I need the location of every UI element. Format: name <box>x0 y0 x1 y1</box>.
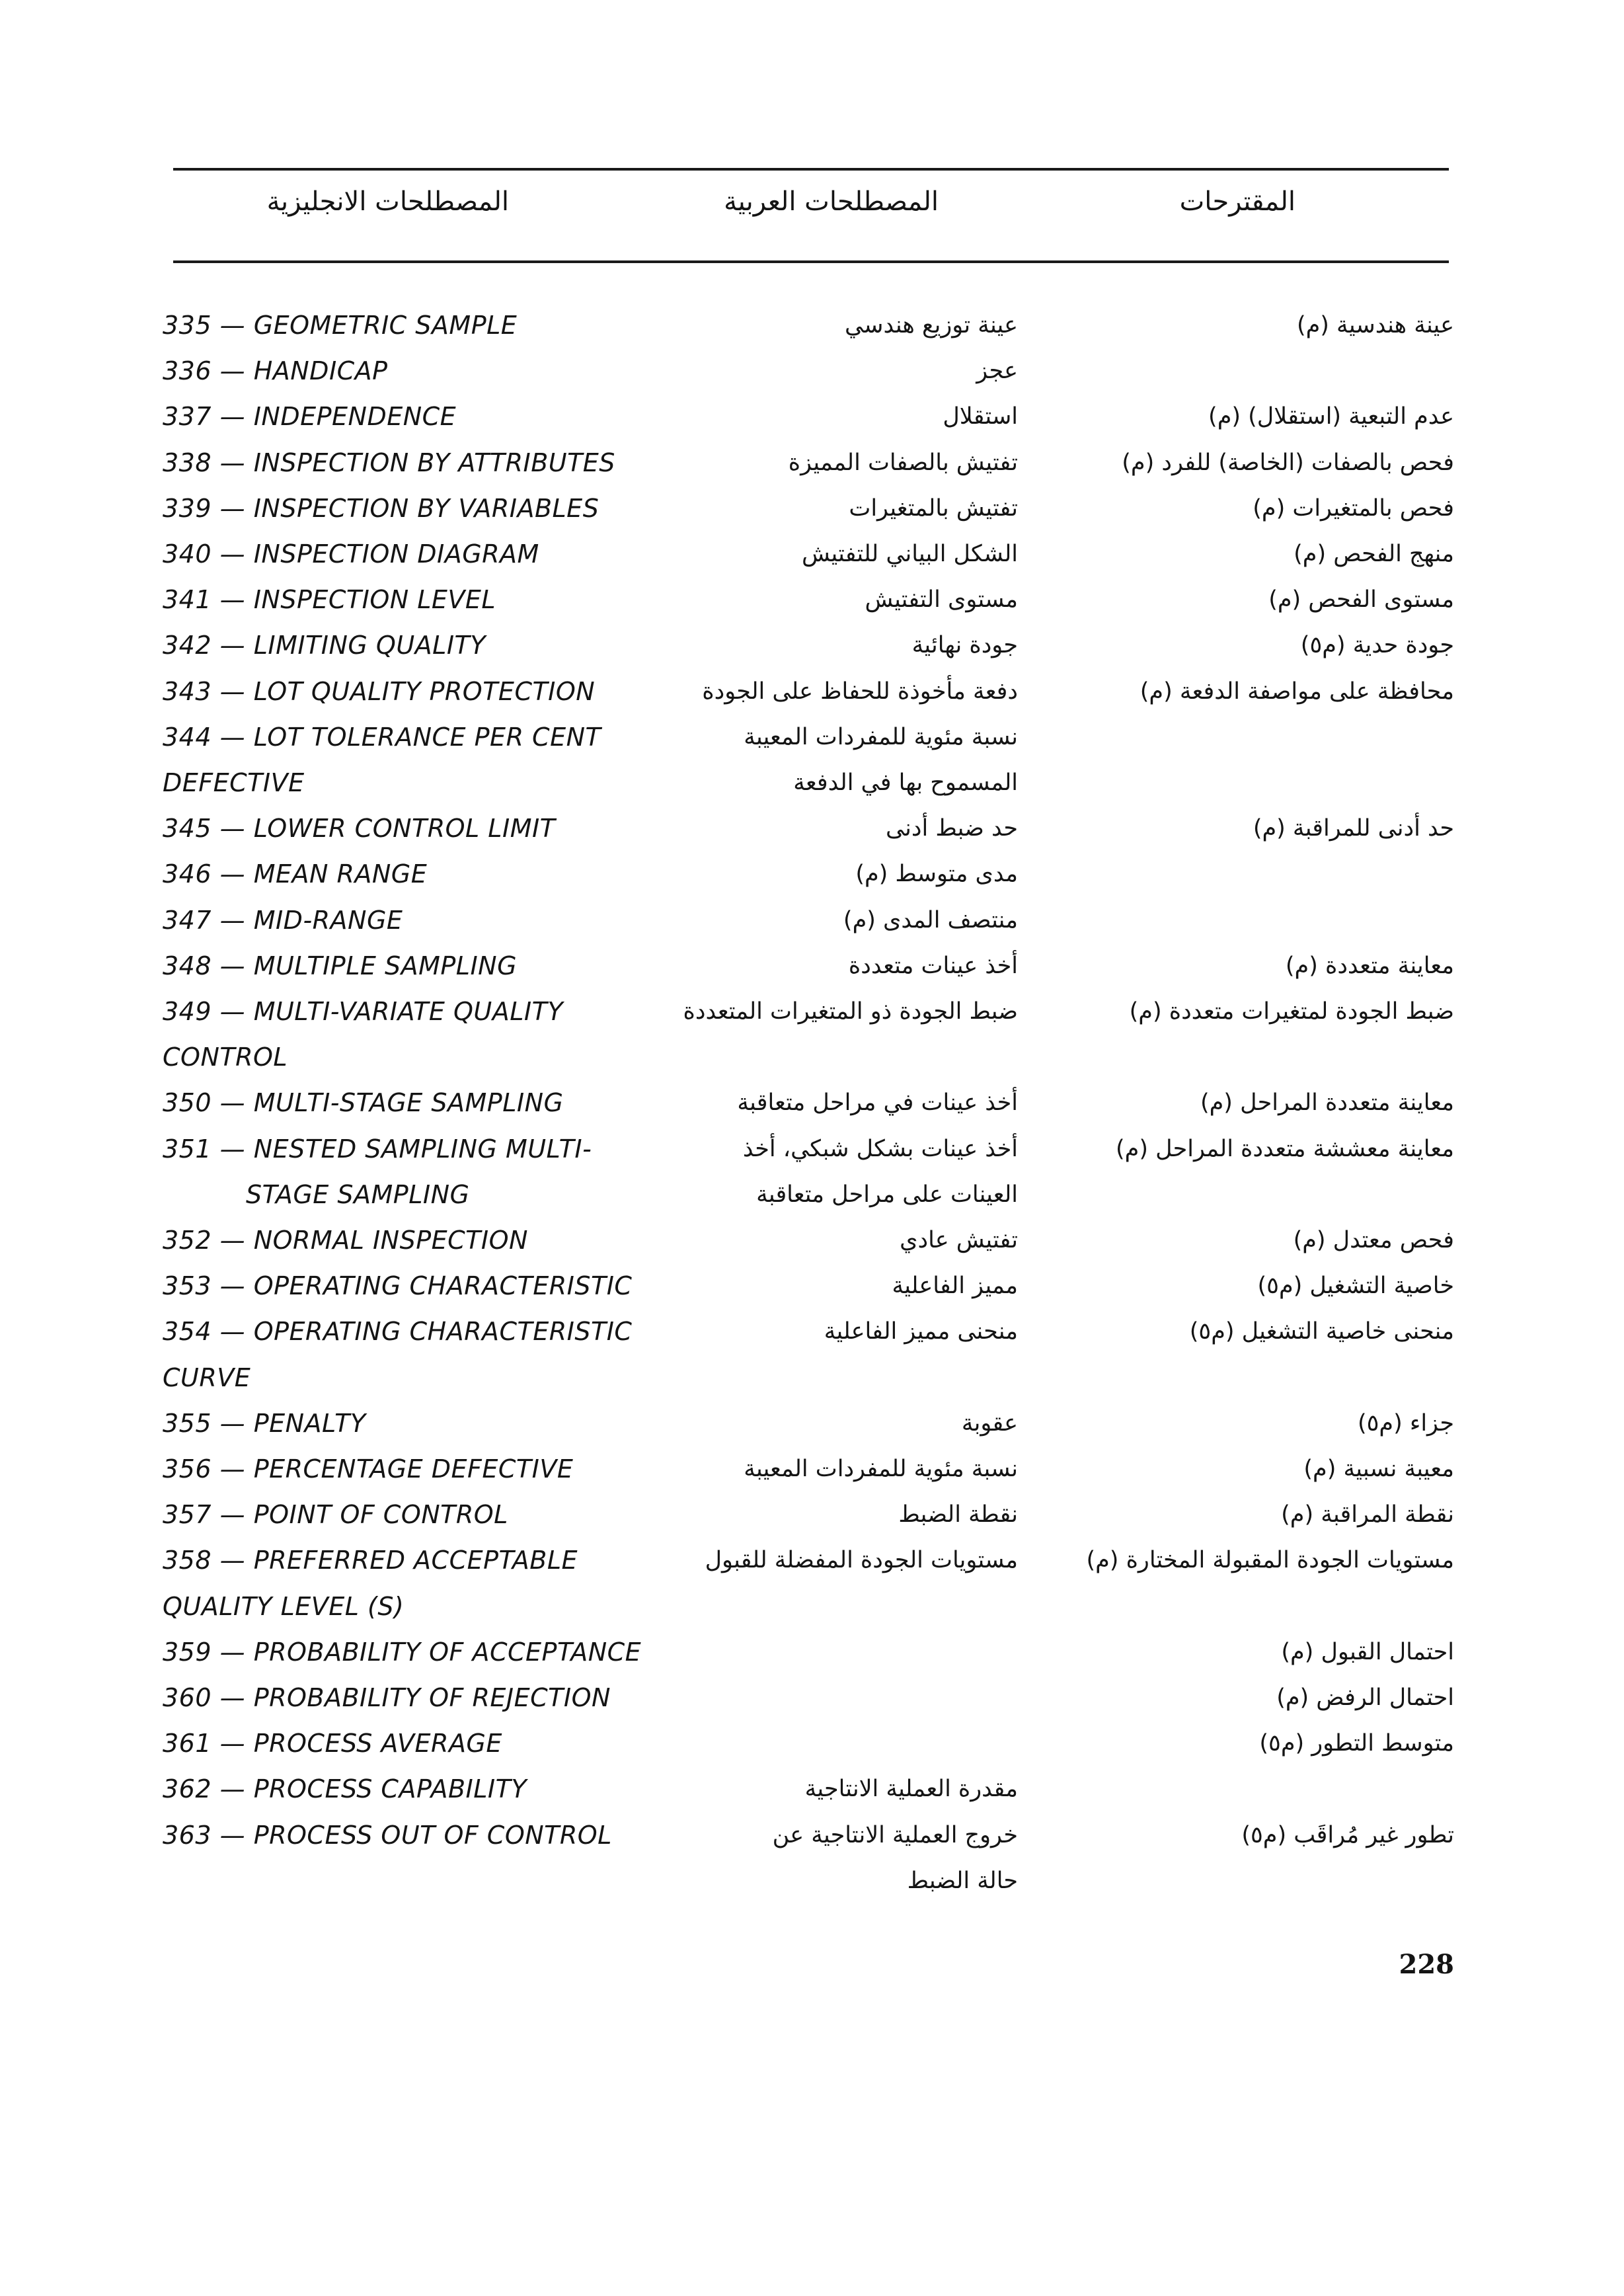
english-term: 337 — INDEPENDENCE <box>163 402 457 431</box>
arabic-term: تفتيش بالصفات المميزة <box>788 450 1018 476</box>
proposed-term <box>1031 853 1454 895</box>
header-bottom-rule <box>173 260 1449 263</box>
arabic-term: حالة الضبط <box>907 1868 1018 1894</box>
proposed-term: منهج الفحص (م) <box>1294 541 1454 567</box>
english-term: 347 — MID-RANGE <box>163 906 403 935</box>
header-english-terms: المصطلحات الانجليزية <box>266 186 509 217</box>
proposed-term: جودة حدية (م٥) <box>1300 632 1454 658</box>
proposed-term <box>1031 1036 1454 1078</box>
proposed-term: منحنى خاصية التشغيل (م٥) <box>1189 1318 1454 1345</box>
english-term: 359 — PROBABILITY OF ACCEPTANCE <box>163 1638 642 1667</box>
header-arabic-terms: المصطلحات العربية <box>724 186 939 217</box>
arabic-term <box>621 1722 1018 1764</box>
page-number: 228 <box>1399 1949 1454 1980</box>
english-term: 360 — PROBABILITY OF REJECTION <box>163 1683 611 1712</box>
english-term: 351 — NESTED SAMPLING MULTI- <box>163 1134 592 1164</box>
english-term: CONTROL <box>163 1043 288 1072</box>
proposed-term: جزاء (م٥) <box>1357 1410 1454 1437</box>
arabic-term: ضبط الجودة ذو المتغيرات المتعددة <box>683 998 1018 1025</box>
arabic-term: عجز <box>976 358 1018 384</box>
arabic-term: مستويات الجودة المفضلة للقبول <box>705 1547 1018 1573</box>
arabic-term: استقلال <box>943 403 1018 430</box>
proposed-term: فحص معتدل (م) <box>1293 1227 1454 1253</box>
proposed-term: عينة هندسية (م) <box>1296 312 1454 338</box>
english-term: 343 — LOT QUALITY PROTECTION <box>163 677 596 706</box>
english-term: 340 — INSPECTION DIAGRAM <box>163 539 539 569</box>
arabic-term: مستوى التفتيش <box>865 586 1018 613</box>
header-top-rule <box>173 168 1449 171</box>
proposed-term: معيبة نسبية (م) <box>1303 1456 1454 1482</box>
proposed-term <box>1031 350 1454 392</box>
english-term: 345 — LOWER CONTROL LIMIT <box>163 814 556 843</box>
arabic-term: منتصف المدى (م) <box>843 907 1018 933</box>
english-term: 357 — POINT OF CONTROL <box>163 1500 508 1529</box>
arabic-term: تفتيش عادي <box>900 1227 1018 1253</box>
proposed-term: فحص بالصفات (الخاصة) للفرد (م) <box>1122 450 1454 476</box>
arabic-term: مقدرة العملية الانتاجية <box>804 1776 1018 1802</box>
arabic-term: عينة توزيع هندسي <box>844 312 1018 338</box>
english-term: 352 — NORMAL INSPECTION <box>163 1226 528 1255</box>
arabic-term: الشكل البياني للتفتيش <box>801 541 1018 567</box>
english-term: 349 — MULTI-VARIATE QUALITY <box>163 997 564 1026</box>
english-term: 358 — PREFERRED ACCEPTABLE <box>163 1546 578 1575</box>
english-term: 362 — PROCESS CAPABILITY <box>163 1774 527 1803</box>
arabic-term: أخذ عينات بشكل شبكي، أخذ <box>742 1136 1018 1162</box>
proposed-term <box>1031 716 1454 758</box>
arabic-term <box>621 1585 1018 1628</box>
arabic-term: نسبة مئوية للمفردات المعيبة <box>744 1456 1018 1482</box>
english-term: 346 — MEAN RANGE <box>163 859 428 889</box>
english-term: 356 — PERCENTAGE DEFECTIVE <box>163 1454 574 1484</box>
arabic-term: أخذ عينات في مراحل متعاقبة <box>737 1089 1018 1116</box>
english-term: 338 — INSPECTION BY ATTRIBUTES <box>163 448 615 477</box>
english-term: QUALITY LEVEL (S) <box>163 1592 405 1621</box>
proposed-term: مستوى الفحص (م) <box>1268 586 1454 613</box>
arabic-term: مميز الفاعلية <box>892 1273 1018 1299</box>
proposed-term: معاينة متعددة (م) <box>1285 953 1454 979</box>
arabic-term <box>621 1357 1018 1399</box>
proposed-term <box>1031 1173 1454 1216</box>
arabic-term: عقوبة <box>961 1410 1018 1437</box>
proposed-term: خاصية التشغيل (م٥) <box>1257 1273 1454 1299</box>
english-term: DEFECTIVE <box>163 768 305 797</box>
proposed-term <box>1031 1860 1454 1902</box>
arabic-term: المسموح بها في الدفعة <box>793 770 1018 796</box>
english-term: 336 — HANDICAP <box>163 356 388 385</box>
arabic-term: دفعة مأخوذة للحفاظ على الجودة <box>702 678 1018 705</box>
proposed-term: احتمال الرفض (م) <box>1276 1684 1454 1711</box>
english-term: 339 — INSPECTION BY VARIABLES <box>163 494 599 523</box>
english-term: 353 — OPERATING CHARACTERISTIC <box>163 1271 633 1300</box>
english-term: 342 — LIMITING QUALITY <box>163 631 486 660</box>
proposed-term: تطور غير مُراقَب (م٥) <box>1241 1822 1454 1848</box>
arabic-term <box>621 1036 1018 1078</box>
proposed-term: معاينة متعددة المراحل (م) <box>1200 1089 1454 1116</box>
english-term: 348 — MULTIPLE SAMPLING <box>163 951 518 980</box>
arabic-term <box>621 1677 1018 1719</box>
arabic-term: جودة نهائية <box>911 632 1018 658</box>
proposed-term: ضبط الجودة لمتغيرات متعددة (م) <box>1129 998 1454 1025</box>
english-term: 363 — PROCESS OUT OF CONTROL <box>163 1821 612 1850</box>
proposed-term: محافظة على مواصفة الدفعة (م) <box>1140 678 1454 705</box>
arabic-term: تفتيش بالمتغيرات <box>849 495 1018 522</box>
proposed-term <box>1031 1585 1454 1628</box>
arabic-term: نقطة الضبط <box>898 1501 1018 1528</box>
arabic-term: خروج العملية الانتاجية عن <box>772 1822 1018 1848</box>
proposed-term: مستويات الجودة المقبولة المختارة (م) <box>1086 1547 1454 1573</box>
proposed-term <box>1031 1357 1454 1399</box>
proposed-term: احتمال القبول (م) <box>1281 1639 1454 1665</box>
header-proposals: المقترحات <box>1179 186 1295 217</box>
proposed-term: عدم التبعية (استقلال) (م) <box>1208 403 1454 430</box>
english-term: 341 — INSPECTION LEVEL <box>163 585 496 614</box>
proposed-term <box>1031 1768 1454 1810</box>
english-term: CURVE <box>163 1363 251 1392</box>
english-term: 354 — OPERATING CHARACTERISTIC <box>163 1317 633 1346</box>
english-term: 361 — PROCESS AVERAGE <box>163 1729 502 1758</box>
arabic-term: نسبة مئوية للمفردات المعيبة <box>744 724 1018 750</box>
english-term: STAGE SAMPLING <box>246 1180 470 1209</box>
arabic-term: أخذ عينات متعددة <box>848 953 1018 979</box>
proposed-term: فحص بالمتغيرات (م) <box>1253 495 1454 522</box>
proposed-term <box>1031 762 1454 804</box>
english-term: 350 — MULTI-STAGE SAMPLING <box>163 1088 564 1117</box>
english-term: 355 — PENALTY <box>163 1409 366 1438</box>
english-term: 344 — LOT TOLERANCE PER CENT <box>163 723 601 752</box>
proposed-term <box>1031 899 1454 941</box>
proposed-term: حد أدنى للمراقبة (م) <box>1253 815 1454 842</box>
arabic-term: منحنى مميز الفاعلية <box>824 1318 1018 1345</box>
arabic-term: العينات على مراحل متعاقبة <box>756 1181 1018 1208</box>
arabic-term: حد ضبط أدنى <box>886 815 1018 842</box>
proposed-term: معاينة معششة متعددة المراحل (م) <box>1116 1136 1454 1162</box>
english-term: 335 — GEOMETRIC SAMPLE <box>163 311 518 340</box>
proposed-term: متوسط التطور (م٥) <box>1259 1730 1454 1757</box>
arabic-term: مدى متوسط (م) <box>855 861 1018 887</box>
proposed-term: نقطة المراقبة (م) <box>1281 1501 1454 1528</box>
arabic-term <box>621 1631 1018 1673</box>
